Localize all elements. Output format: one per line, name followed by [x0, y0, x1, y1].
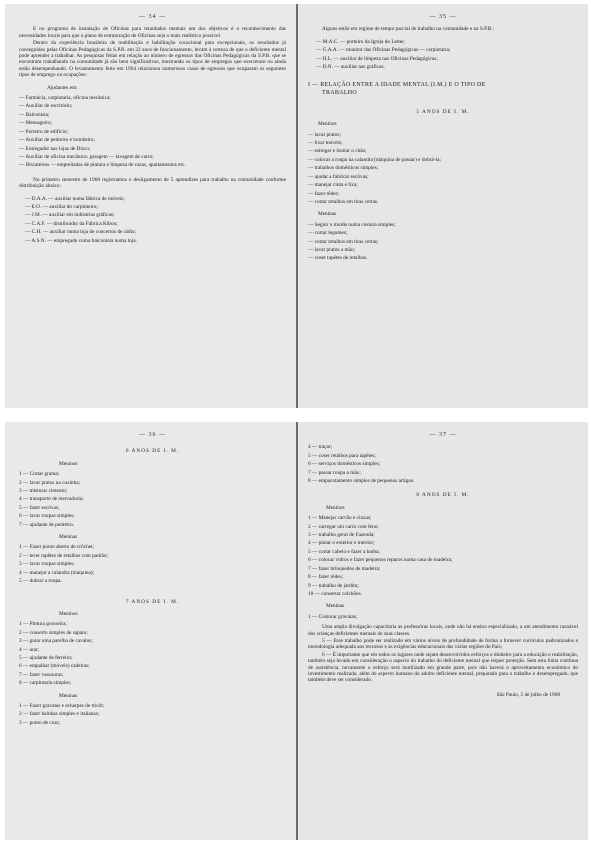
paragraph: No primeiro semestre de 1968 registramos o desligamento de 5 aprendizes para trabalho na comunidade conforme distribuição abaixo:	[19, 176, 286, 190]
list-item: — Auxiliar de oficina mecânica: garagem — lavagem de carro;	[19, 153, 154, 160]
list-item: 7 — passar roupa a mão;	[308, 469, 361, 476]
scan-spread-pages-34-35	[5, 4, 588, 408]
place-date-signoff: São Paulo, 5 de julho de 1968	[496, 691, 560, 698]
list-item: 3 — trabalho geral de Fazenda;	[308, 532, 375, 539]
list-item: — ajudar a fabricar escôvas;	[308, 173, 369, 180]
page-34	[5, 4, 296, 408]
helpers-list	[19, 95, 286, 169]
group-label: Meninos	[59, 610, 78, 617]
group-label: Meninos	[326, 504, 345, 511]
scan-spread-pages-36-37	[5, 422, 588, 840]
girls-list	[19, 544, 286, 584]
list-item: — J.M. — auxiliar em indústrias gráficas;	[25, 212, 115, 219]
list-item: — fazer rêdes;	[308, 190, 340, 197]
list-item: — M.A.C. — porteiro da Igreja do Leme;	[316, 38, 405, 45]
list-item: 4 — transporte de mercadoria;	[19, 496, 84, 503]
list-item: — coser tapêtes de retalhos.	[308, 255, 368, 262]
boys-list	[308, 132, 578, 206]
list-item: 3 — ponto de cruz;	[19, 719, 60, 726]
list-item: — Farmácia, carpintaria, oficina mecânica;	[19, 95, 111, 102]
list-item: 6 — colocar vidros e fazer pequenos reparos numa casa de madeira;	[308, 557, 453, 564]
list-item: — H.L. — auxiliar de limpeza nas Oficinas Pedagógicas;	[316, 55, 438, 62]
list-item: 5 — fazer escôvas;	[19, 504, 60, 511]
section-heading-line2: TRABALHO	[322, 89, 358, 96]
list-item: — Seguir o molde numa costura simples;	[308, 221, 396, 228]
list-item: 6 — lavar roupas simples;	[19, 513, 75, 520]
group-label: Meninas	[59, 692, 78, 699]
age-heading: 8 ANOS DE I. M.	[416, 492, 470, 499]
paragraph: Uma ampla divulgação capacitaria as professôras locais, onde não há ensino especializado, a um atendimento razoável dos crianças deficientes mentais de suas classes.	[308, 624, 578, 637]
list-item: 5 — ajudante de ferreiro;	[19, 654, 73, 661]
list-item: 4 — arar;	[19, 646, 40, 653]
partial-time-list	[308, 39, 578, 71]
list-item: — D.N. — auxiliar nas gráficas.	[316, 64, 385, 71]
list-item: 6 — empalhar (móveis) cadeiras;	[19, 663, 90, 670]
list-item: — Biscateiros — empreitadas de pintura e limpeza de casas, apartamentos etc.	[19, 162, 186, 169]
paragraph: Alguns estão em regime de tempo parcial de trabalho na comunidade e na S.P.B.:	[322, 26, 495, 33]
list-item: 4 — pintar o exterior e interior;	[308, 540, 375, 547]
list-item: 8 — empacotamento simples de pequenos artigos.	[308, 478, 415, 485]
list-item: 6 — serviços domésticos simples;	[308, 461, 381, 468]
page-number: — 35 —	[429, 14, 457, 20]
list-item: — cortar retalhos em tiras certas;	[308, 238, 379, 245]
list-item: 2 — carregar um carro com feno;	[308, 523, 379, 530]
girls-list	[308, 614, 578, 620]
list-item: — cortar legumes;	[308, 230, 348, 237]
group-label: Meninas	[59, 534, 78, 541]
list-item: — cortar retalhos em tiras certas.	[308, 198, 379, 205]
girls-list	[19, 703, 286, 726]
group-label: Meninas	[318, 211, 337, 218]
list-item: — C.A.F. — distribuidor da Fábrica Kibon;	[25, 220, 118, 227]
list-item: 1 — Cortar grama;	[19, 471, 60, 478]
list-item: — lixar móveis;	[308, 140, 343, 147]
age-heading: 5 ANOS DE I. M.	[416, 108, 470, 115]
list-item: 5 — dobrar a roupa.	[19, 578, 62, 585]
list-item: — G.A.A. — monitor das Oficinas Pedagógicas — carpintaria;	[316, 47, 451, 54]
list-item: — E.O. — auxiliar do carpinteiro;	[25, 203, 98, 210]
list-item: 9 — trabalho de jardim;	[308, 582, 359, 589]
list-item: 2 — conserto simples de sapato;	[19, 629, 88, 636]
page-36	[5, 422, 296, 840]
list-item: 1 — Fazer ponto aberto de crôchet;	[19, 544, 95, 551]
list-item: — Mensageiro;	[19, 120, 53, 127]
page-number: — 36 —	[139, 432, 166, 438]
page-35	[298, 4, 588, 408]
paragraph: Dentro da experiência brasileira de reabilitação e habilitação vocacional para excepcionais, os resultados já conseguidos pelas Oficinas Pedagógicas da S.P.B. em 22 anos de funcionamento, levam à certeza de que o deficiente mental pode aprender a trabalhar. As pesquisas feitas em relação ao número de egressos das Oficinas Pedagógicas da S.P.B. que se encontram trabalhando na comunidade já são bem significativas, mostrando os tipos de empregos que exerceram ou ainda estão desempenhando. O levantamento feito em 1964 relacionou numerosos casos de egressos que ocuparam os seguintes tipos de emprego ou ocupações:	[19, 40, 286, 79]
placements-list	[19, 196, 286, 244]
list-item: 2 — lavar pratos na cozinha;	[19, 479, 81, 486]
list-item: 8 — carpintaria simples;	[19, 680, 72, 687]
list-item: — lavar pratos a mão;	[308, 246, 356, 253]
list-item: 5 — cortar cabelo e fazer a barba;	[308, 548, 380, 555]
list-item: — estregar e lustrar o chão;	[308, 148, 367, 155]
list-item: 10 — consertar colchões.	[308, 590, 362, 597]
list-item: 3 — misturar cimento;	[19, 488, 68, 495]
list-item: 7 — ajudante de pedreiro.	[19, 521, 75, 528]
list-item: — manejar cinta e lixa;	[308, 182, 358, 189]
list-item: — lavar pratos;	[308, 131, 341, 138]
list-item: — Auxiliar de pedreiro e bombeiro;	[19, 137, 96, 144]
list-item: 3 — guiar uma parelha de cavalos;	[19, 638, 93, 645]
list-item: — colocar a roupa na calandra (máquina de passar) e dobrá-la;	[308, 156, 441, 163]
list-item: 4 — manejar a calandra (máquina);	[19, 569, 95, 576]
list-item: 2 — fazer bainhas simples e italianas;	[19, 711, 100, 718]
section-heading	[308, 82, 578, 96]
list-item: — trabalhos domésticos simples;	[308, 165, 379, 172]
list-item: 8 — fazer rêdes;	[308, 574, 344, 581]
list-item: — C.H. — auxiliar numa loja de concertos de rádio;	[25, 229, 137, 236]
list-item: — Entregador nas lojas de Disco;	[19, 145, 91, 152]
group-label: Meninas	[326, 603, 345, 610]
list-item: 5 — coser retalhos para tapêtes;	[308, 452, 376, 459]
list-heading: Ajudantes em:	[47, 84, 78, 91]
list-item: 1 — Costurar gravatas;	[308, 613, 358, 620]
list-item: 1 — Fazer gravatas e echarpes de tricôt;	[19, 702, 105, 709]
list-item: 2 — tecer tapêtes de retalhos com padrão;	[19, 552, 108, 559]
list-item: 3 — lavar roupas simples;	[19, 561, 75, 568]
page-37	[298, 422, 588, 840]
boys-list	[19, 471, 286, 528]
paragraph: 5 — Esse trabalho pode ser realizado em vários níveis de profundidade de forma a fornecer currículos padronizados e metodologia adequada aos recursos e às exigências educacionais das várias regiões do País;	[308, 637, 578, 651]
group-label: Meninos	[318, 121, 337, 128]
age-heading: 6 ANOS DE I. M.	[125, 448, 180, 455]
girls-list	[308, 222, 578, 262]
list-item: — A.S.N. — empregado como balconista numa loja.	[25, 237, 137, 244]
boys-list	[308, 515, 578, 597]
list-item: 7 — fazer vassouras;	[19, 671, 64, 678]
list-item: — Balconista;	[19, 111, 50, 118]
group-label: Meninos	[59, 460, 78, 467]
paragraph: 6 — É importante que em todos os lugares onde sejam desenvolvidos esforços e dinheiro para a educação e reabilitação, também seja levado em consideração o aspecto do trabalho do deficiente mental que requer proteção. Sem esta linha contínua de assistência, novamente o esforço será inutilizado em grande parte, pois não haverá o aproveitamento econômico do investimento realizado, além do aspecto humano do adulto deficiente mental, preparado para o trabalho e desempregado, que também deve ser considerado.	[308, 651, 578, 684]
list-item: 7 — fazer brinquedos de madeira;	[308, 565, 381, 572]
list-item: — Porteiro de edifício;	[19, 128, 68, 135]
page-number: — 34 —	[139, 14, 166, 20]
list-item: 1 — Manejar carvão e cinzas;	[308, 515, 372, 522]
list-item: 1 — Pintura grosseira;	[19, 621, 67, 628]
list-item: — Auxiliar de escritório;	[19, 103, 73, 110]
age-heading: 7 ANOS DE I. M.	[125, 598, 180, 605]
paragraph: E no programa de instalação de Oficinas para retardados mentais um dos objetivos é o reconhecimento das necessidades locais para que o plano de estruturação de Oficinas seja o mais realístico possível.	[19, 26, 286, 39]
list-item: — D.A.A. — auxiliar numa fábrica de móveis;	[25, 195, 125, 202]
page-number: — 37 —	[429, 432, 457, 438]
list-item: 4 — traçar;	[308, 444, 333, 451]
boys-list	[19, 621, 286, 686]
continued-list	[308, 444, 578, 484]
section-heading-line1: I — RELAÇÃO ENTRE A IDADE MENTAL (I.M.) E O TIPO DE	[308, 82, 486, 89]
